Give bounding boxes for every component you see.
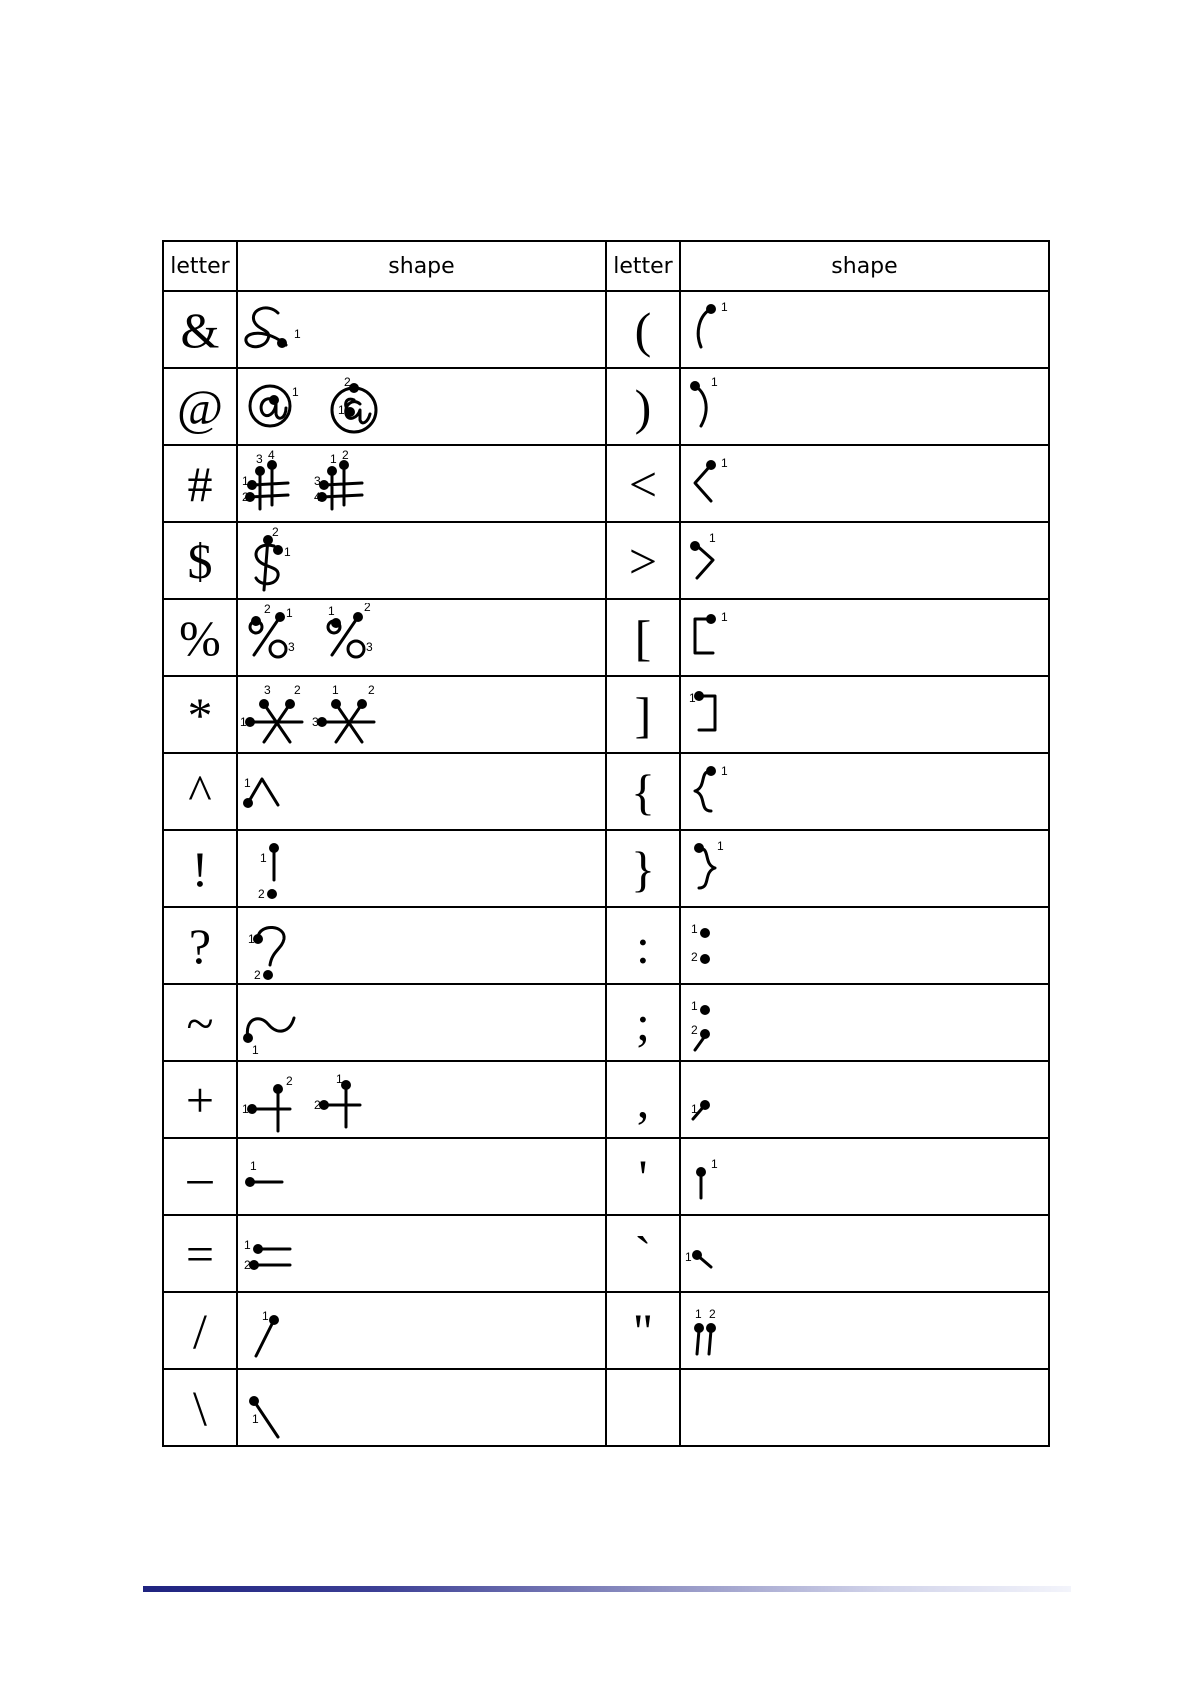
stroke-order-label: 3 (366, 639, 373, 654)
stroke-start-dot (263, 970, 273, 980)
letter-cell-left: $ (163, 522, 237, 599)
stroke-start-dot (327, 466, 337, 476)
shape-cell-right (680, 291, 1049, 368)
stroke-order-label: 3 (312, 714, 319, 729)
shape-cell-left (237, 599, 606, 676)
stroke-start-dot (273, 1084, 283, 1094)
stroke-start-dot (269, 843, 279, 853)
stroke-start-dot (700, 1100, 710, 1110)
stroke-order-label: 2 (242, 489, 249, 504)
table-row (163, 1369, 1049, 1446)
stroke-start-dot (700, 1005, 710, 1015)
stroke-start-dot (690, 541, 700, 551)
stroke-start-dot (706, 766, 716, 776)
shape-cell-right (680, 1061, 1049, 1138)
stroke-start-dot (269, 395, 279, 405)
table-row (163, 907, 1049, 984)
stroke-order-label: 1 (717, 838, 724, 853)
shape-drawing (238, 1296, 318, 1366)
shape-cell-left (237, 291, 606, 368)
stroke-order-label: 1 (242, 473, 249, 488)
stroke-order-label: 1 (721, 609, 728, 624)
shape-drawing (238, 295, 308, 365)
letter-cell-left: & (163, 291, 237, 368)
stroke-order-label: 1 (262, 1308, 269, 1323)
stroke-order-label: 2 (264, 602, 271, 616)
stroke-order-label: 1 (240, 714, 247, 729)
stroke-order-label: 3 (256, 451, 263, 466)
table-row (163, 1292, 1049, 1369)
stroke-order-label: 1 (328, 603, 335, 618)
letter-cell-right: ] (606, 676, 680, 753)
shape-cell-left (237, 907, 606, 984)
stroke-order-label: 1 (252, 1411, 259, 1426)
shape-drawing (681, 1296, 761, 1366)
stroke-order-label: 1 (721, 455, 728, 470)
stroke-order-label: 3 (264, 682, 271, 697)
shape-drawing (681, 911, 761, 981)
stroke-start-dot (245, 1177, 255, 1187)
table-row (163, 1138, 1049, 1215)
shape-drawing (238, 680, 438, 750)
stroke-order-label: 1 (711, 374, 718, 389)
letter-cell-right: " (606, 1292, 680, 1369)
letter-cell-right: > (606, 522, 680, 599)
stroke-order-label: 2 (258, 886, 265, 901)
shape-drawing (238, 911, 318, 981)
letter-cell-right: ` (606, 1215, 680, 1292)
stroke-start-dot (706, 304, 716, 314)
stroke-start-dot (275, 612, 285, 622)
shape-cell-right (680, 368, 1049, 445)
stroke-start-dot (345, 407, 355, 417)
stroke-start-dot (277, 338, 287, 348)
shape-cell-right (680, 1369, 1049, 1446)
letter-cell-left: ! (163, 830, 237, 907)
footer-gradient-bar (143, 1586, 1071, 1592)
shape-cell-right (680, 1215, 1049, 1292)
stroke-order-label: 1 (332, 682, 339, 697)
stroke-order-label: 2 (294, 682, 301, 697)
shape-cell-left (237, 445, 606, 522)
table-row (163, 753, 1049, 830)
stroke-order-label: 4 (314, 489, 321, 504)
stroke-start-dot (694, 1323, 704, 1333)
stroke-start-dot (692, 1250, 702, 1260)
stroke-order-label: 1 (284, 544, 291, 559)
stroke-order-label: 1 (252, 1042, 259, 1057)
shape-cell-left (237, 830, 606, 907)
table-body (163, 291, 1049, 1446)
shape-drawing (238, 1142, 318, 1212)
stroke-start-dot (331, 618, 341, 628)
stroke-order-label: 2 (342, 448, 349, 462)
shape-drawing (238, 603, 438, 673)
shape-drawing (681, 834, 761, 904)
shape-cell-left (237, 984, 606, 1061)
stroke-order-label: 2 (314, 1097, 321, 1112)
table-row (163, 368, 1049, 445)
letter-cell-left: \ (163, 1369, 237, 1446)
stroke-order-label: 1 (248, 931, 255, 946)
stroke-start-dot (694, 843, 704, 853)
stroke-start-dot (690, 381, 700, 391)
shape-cell-right (680, 753, 1049, 830)
stroke-order-label: 1 (721, 763, 728, 778)
shape-cell-left (237, 1369, 606, 1446)
stroke-order-label: 1 (330, 451, 337, 466)
shape-cell-right (680, 522, 1049, 599)
shape-cell-left (237, 1061, 606, 1138)
shape-drawing (681, 680, 761, 750)
shape-drawing (681, 372, 761, 442)
shape-cell-right (680, 599, 1049, 676)
table-row (163, 984, 1049, 1061)
stroke-order-label: 1 (336, 1071, 343, 1086)
stroke-start-dot (353, 612, 363, 622)
shape-drawing (681, 526, 761, 596)
header-letter-left: letter (163, 241, 237, 291)
letter-cell-right: : (606, 907, 680, 984)
stroke-order-label: 2 (368, 682, 375, 697)
stroke-order-label: 4 (268, 448, 275, 462)
stroke-start-dot (700, 954, 710, 964)
stroke-order-label: 3 (314, 473, 321, 488)
shape-drawing (681, 1142, 761, 1212)
stroke-start-dot (331, 699, 341, 709)
shape-cell-left (237, 522, 606, 599)
stroke-order-label: 2 (344, 374, 351, 389)
table-row (163, 830, 1049, 907)
stroke-start-dot (273, 545, 283, 555)
stroke-order-label: 1 (338, 402, 345, 417)
stroke-order-label: 1 (286, 605, 293, 620)
shape-cell-left (237, 676, 606, 753)
stroke-start-dot (249, 1396, 259, 1406)
letter-cell-right: , (606, 1061, 680, 1138)
shape-cell-left (237, 753, 606, 830)
letter-cell-right: { (606, 753, 680, 830)
stroke-order-label: 1 (250, 1158, 257, 1173)
shape-drawing (238, 1065, 438, 1135)
table-row (163, 676, 1049, 753)
stroke-order-label: 1 (242, 1101, 249, 1116)
letter-cell-left: * (163, 676, 237, 753)
shape-drawing (681, 1219, 761, 1289)
stroke-start-dot (253, 1244, 263, 1254)
shape-drawing (681, 1065, 761, 1135)
stroke-start-dot (706, 1323, 716, 1333)
shape-cell-right (680, 1292, 1049, 1369)
shape-drawing (681, 1373, 761, 1443)
shape-cell-right (680, 984, 1049, 1061)
letter-cell-left: / (163, 1292, 237, 1369)
header-shape-left: shape (237, 241, 606, 291)
stroke-order-label: 1 (721, 299, 728, 314)
letter-cell-left: ~ (163, 984, 237, 1061)
shape-cell-right (680, 907, 1049, 984)
shape-drawing (238, 449, 438, 519)
shape-drawing (681, 603, 761, 673)
stroke-start-dot (267, 889, 277, 899)
shape-drawing (681, 449, 761, 519)
shape-cell-right (680, 445, 1049, 522)
stroke-order-label: 1 (691, 921, 698, 936)
letter-cell-left: ? (163, 907, 237, 984)
stroke-order-label: 1 (689, 690, 696, 705)
table-row (163, 291, 1049, 368)
stroke-start-dot (700, 1029, 710, 1039)
stroke-order-label: 1 (260, 850, 267, 865)
stroke-start-dot (285, 699, 295, 709)
stroke-table (162, 240, 1050, 1447)
letter-cell-right (606, 1369, 680, 1446)
letter-cell-right: } (606, 830, 680, 907)
stroke-start-dot (706, 460, 716, 470)
letter-cell-left: % (163, 599, 237, 676)
letter-cell-right: ) (606, 368, 680, 445)
stroke-start-dot (700, 928, 710, 938)
stroke-start-dot (357, 699, 367, 709)
letter-cell-right: [ (606, 599, 680, 676)
shape-drawing (681, 988, 761, 1058)
stroke-order-label: 2 (691, 1022, 698, 1037)
shape-drawing (681, 295, 761, 365)
stroke-order-label: 1 (695, 1306, 702, 1321)
shape-drawing (238, 988, 318, 1058)
stroke-order-label: 1 (244, 1237, 251, 1252)
letter-cell-right: < (606, 445, 680, 522)
table-row (163, 445, 1049, 522)
shape-drawing (238, 526, 318, 596)
stroke-order-label: 2 (364, 602, 371, 614)
stroke-start-dot (243, 798, 253, 808)
shape-drawing (238, 757, 318, 827)
letter-cell-left: + (163, 1061, 237, 1138)
stroke-order-label: 1 (294, 326, 301, 341)
header-row (163, 241, 1049, 291)
letter-cell-right: ; (606, 984, 680, 1061)
stroke-order-label: 2 (254, 967, 261, 981)
header-letter-right: letter (606, 241, 680, 291)
shape-drawing (238, 1373, 318, 1443)
stroke-order-label: 2 (691, 949, 698, 964)
stroke-start-dot (243, 1033, 253, 1043)
stroke-start-dot (255, 466, 265, 476)
shape-drawing (238, 1219, 318, 1289)
shape-cell-right (680, 1138, 1049, 1215)
shape-cell-left (237, 1138, 606, 1215)
stroke-order-label: 2 (709, 1306, 716, 1321)
stroke-start-dot (269, 1315, 279, 1325)
stroke-start-dot (259, 699, 269, 709)
table-row (163, 1061, 1049, 1138)
shape-cell-right (680, 830, 1049, 907)
shape-cell-left (237, 1292, 606, 1369)
letter-cell-left: # (163, 445, 237, 522)
stroke-order-label: 1 (685, 1249, 692, 1264)
header-shape-right: shape (680, 241, 1049, 291)
letter-cell-left: ^ (163, 753, 237, 830)
shape-cell-left (237, 368, 606, 445)
table-row (163, 599, 1049, 676)
stroke-order-label: 1 (711, 1156, 718, 1171)
letter-cell-right: ( (606, 291, 680, 368)
stroke-order-label: 2 (272, 525, 279, 539)
stroke-order-label: 1 (292, 384, 299, 399)
stroke-start-dot (251, 616, 261, 626)
letter-cell-right: ' (606, 1138, 680, 1215)
shape-drawing (681, 757, 761, 827)
stroke-start-dot (696, 1167, 706, 1177)
shape-cell-right (680, 676, 1049, 753)
shape-drawing (238, 834, 318, 904)
letter-cell-left: – (163, 1138, 237, 1215)
table-row (163, 522, 1049, 599)
letter-cell-left: = (163, 1215, 237, 1292)
stroke-order-label: 1 (691, 998, 698, 1013)
shape-cell-left (237, 1215, 606, 1292)
table-row (163, 1215, 1049, 1292)
letter-cell-left: @ (163, 368, 237, 445)
stroke-order-label: 1 (709, 530, 716, 545)
stroke-order-label: 2 (244, 1257, 251, 1272)
stroke-start-dot (706, 614, 716, 624)
stroke-order-label: 1 (691, 1101, 698, 1116)
stroke-order-label: 2 (286, 1073, 293, 1088)
stroke-order-label: 3 (288, 639, 295, 654)
stroke-order-label: 1 (244, 775, 251, 790)
shape-drawing (238, 372, 438, 442)
